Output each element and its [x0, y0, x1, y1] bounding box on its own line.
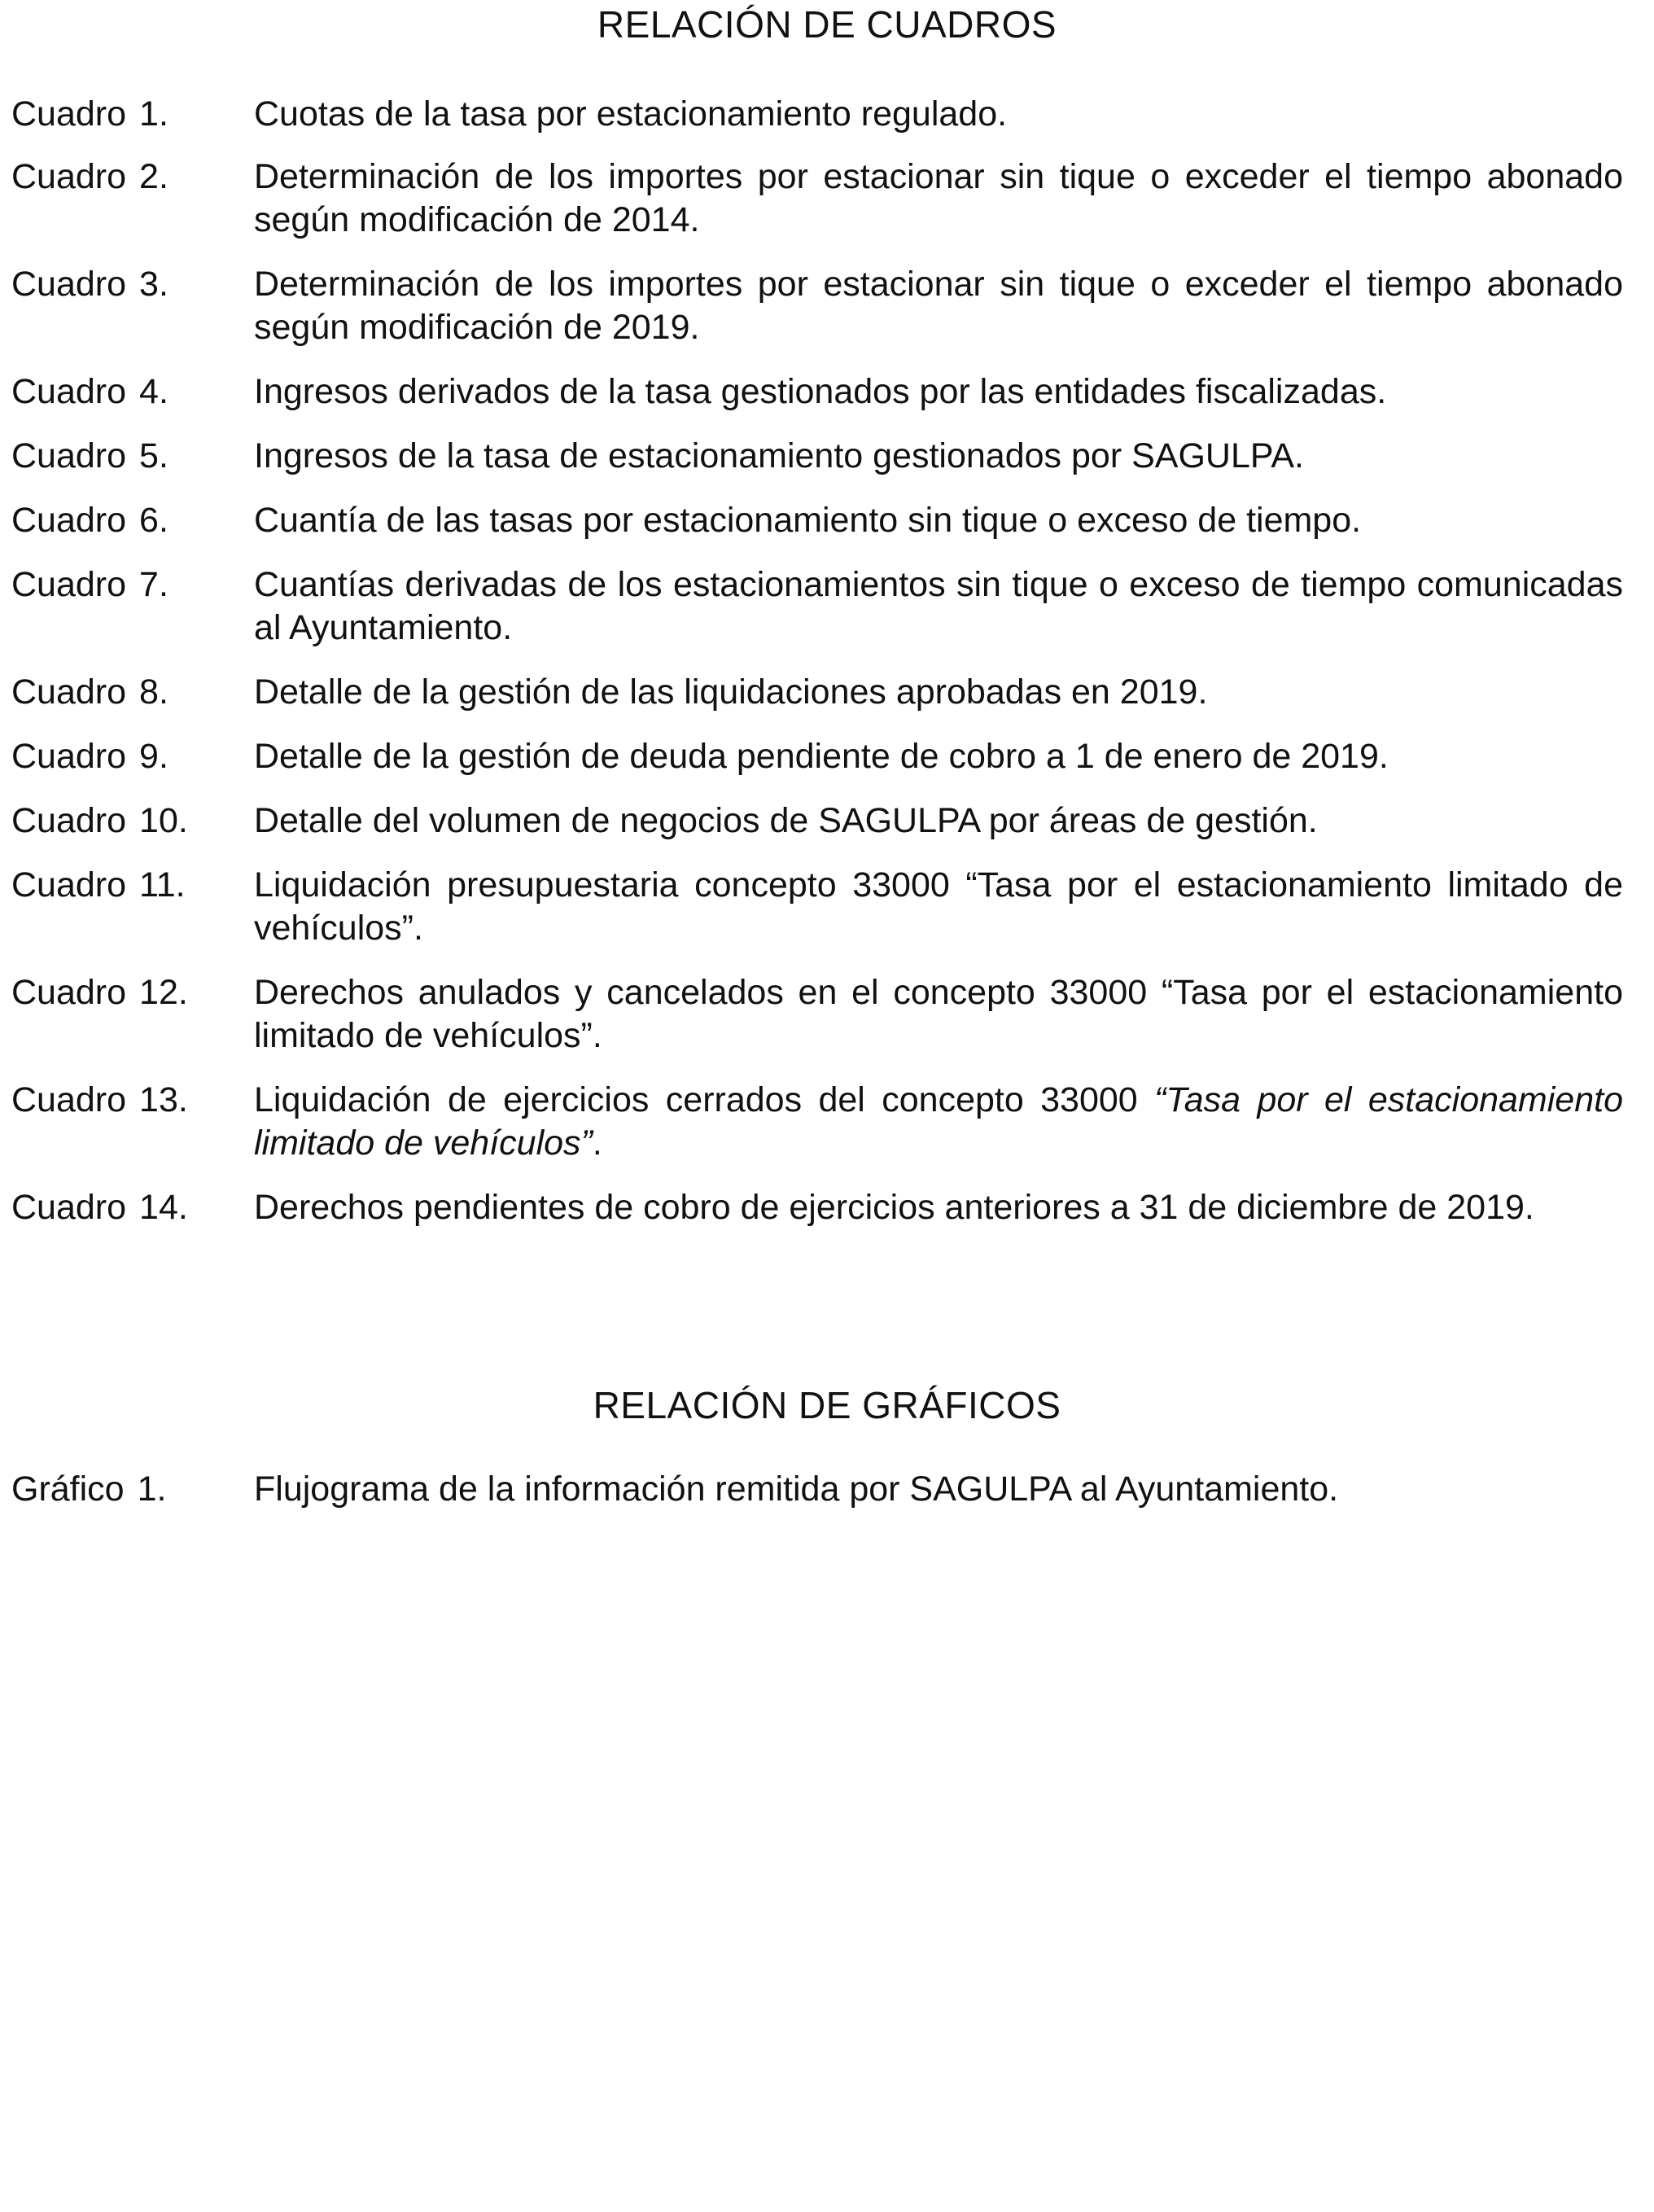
label-word: Cuadro	[11, 865, 127, 905]
label-word: Cuadro	[11, 501, 127, 540]
entry-text: Detalle de la gestión de deuda pendiente de cobro a 1 de enero de 2019.	[254, 737, 1389, 776]
label-word: Cuadro	[11, 1080, 127, 1119]
label-number: 13.	[139, 1080, 188, 1119]
label-word: Cuadro	[11, 737, 127, 776]
label-number: 6.	[139, 501, 168, 540]
entry-text-plain: Liquidación de ejercicios cerrados del concepto 33000	[254, 1080, 1155, 1119]
entry-text: Determinación de los importes por estacionar sin tique o exceder el tiempo abonado según modificación de 2014.	[254, 157, 1623, 239]
cuadros-section-title: RELACIÓN DE CUADROS	[597, 3, 1057, 46]
label-word: Cuadro	[11, 1188, 127, 1227]
entry-label	[11, 1468, 239, 1511]
entry-label	[11, 263, 239, 306]
graficos-section-title: RELACIÓN DE GRÁFICOS	[593, 1384, 1061, 1426]
label-word: Cuadro	[11, 94, 127, 134]
entry-label	[11, 971, 239, 1014]
label-word: Cuadro	[11, 265, 127, 304]
label-number: 9.	[139, 737, 168, 776]
entry-text: Derechos pendientes de cobro de ejercicios anteriores a 31 de diciembre de 2019.	[254, 1188, 1534, 1227]
entry-label	[11, 370, 239, 414]
entry-text: Detalle del volumen de negocios de SAGULPA por áreas de gestión.	[254, 801, 1318, 840]
label-number: 1.	[139, 94, 168, 134]
entry-text: Flujograma de la información remitida por SAGULPA al Ayuntamiento.	[254, 1470, 1339, 1509]
label-word: Cuadro	[11, 436, 127, 475]
label-number: 12.	[139, 973, 188, 1012]
entry-text-italic: “Tasa por el estacionamiento limitado de vehículos”	[254, 1080, 1623, 1163]
label-number: 11.	[139, 865, 186, 905]
label-number: 14.	[139, 1188, 188, 1227]
label-number: 2.	[139, 157, 168, 196]
label-number: 10.	[139, 801, 188, 840]
entry-label	[11, 563, 239, 607]
entry-label	[11, 1186, 239, 1229]
entry-label	[11, 435, 239, 478]
label-word: Cuadro	[11, 157, 127, 196]
entry-label	[11, 155, 239, 199]
label-word: Cuadro	[11, 565, 127, 604]
label-number: 8.	[139, 672, 168, 712]
label-word: Cuadro	[11, 801, 127, 840]
label-number: 7.	[139, 565, 168, 604]
entry-text	[254, 1079, 1623, 1165]
entry-text: Cuantías derivadas de los estacionamientos sin tique o exceso de tiempo comunicadas al Ayuntamiento.	[254, 565, 1623, 647]
entry-text: Derechos anulados y cancelados en el concepto 33000 “Tasa por el estacionamiento limitado de vehículos”.	[254, 973, 1623, 1055]
entry-label	[11, 671, 239, 714]
entry-label	[11, 1079, 239, 1122]
label-number: 5.	[139, 436, 168, 475]
label-word: Cuadro	[11, 672, 127, 712]
entry-text: Determinación de los importes por estacionar sin tique o exceder el tiempo abonado según modificación de 2019.	[254, 265, 1623, 347]
entry-text-end: .	[592, 1124, 602, 1163]
entry-text: Liquidación presupuestaria concepto 33000 “Tasa por el estacionamiento limitado de vehículos”.	[254, 865, 1623, 948]
entry-label	[11, 864, 239, 907]
label-word: Gráfico	[11, 1470, 125, 1509]
entry-text: Ingresos de la tasa de estacionamiento gestionados por SAGULPA.	[254, 436, 1304, 475]
label-word: Cuadro	[11, 372, 127, 411]
entry-label	[11, 93, 239, 136]
entry-text: Detalle de la gestión de las liquidaciones aprobadas en 2019.	[254, 672, 1208, 712]
entry-label	[11, 735, 239, 778]
entry-text: Cuotas de la tasa por estacionamiento regulado.	[254, 94, 1008, 134]
label-number: 4.	[139, 372, 168, 411]
label-number: 3.	[139, 265, 168, 304]
entry-label	[11, 499, 239, 542]
entry-text: Ingresos derivados de la tasa gestionados por las entidades fiscalizadas.	[254, 372, 1387, 411]
label-word: Cuadro	[11, 973, 127, 1012]
entry-label	[11, 799, 239, 843]
entry-text: Cuantía de las tasas por estacionamiento sin tique o exceso de tiempo.	[254, 501, 1362, 540]
label-number: 1.	[137, 1470, 167, 1509]
